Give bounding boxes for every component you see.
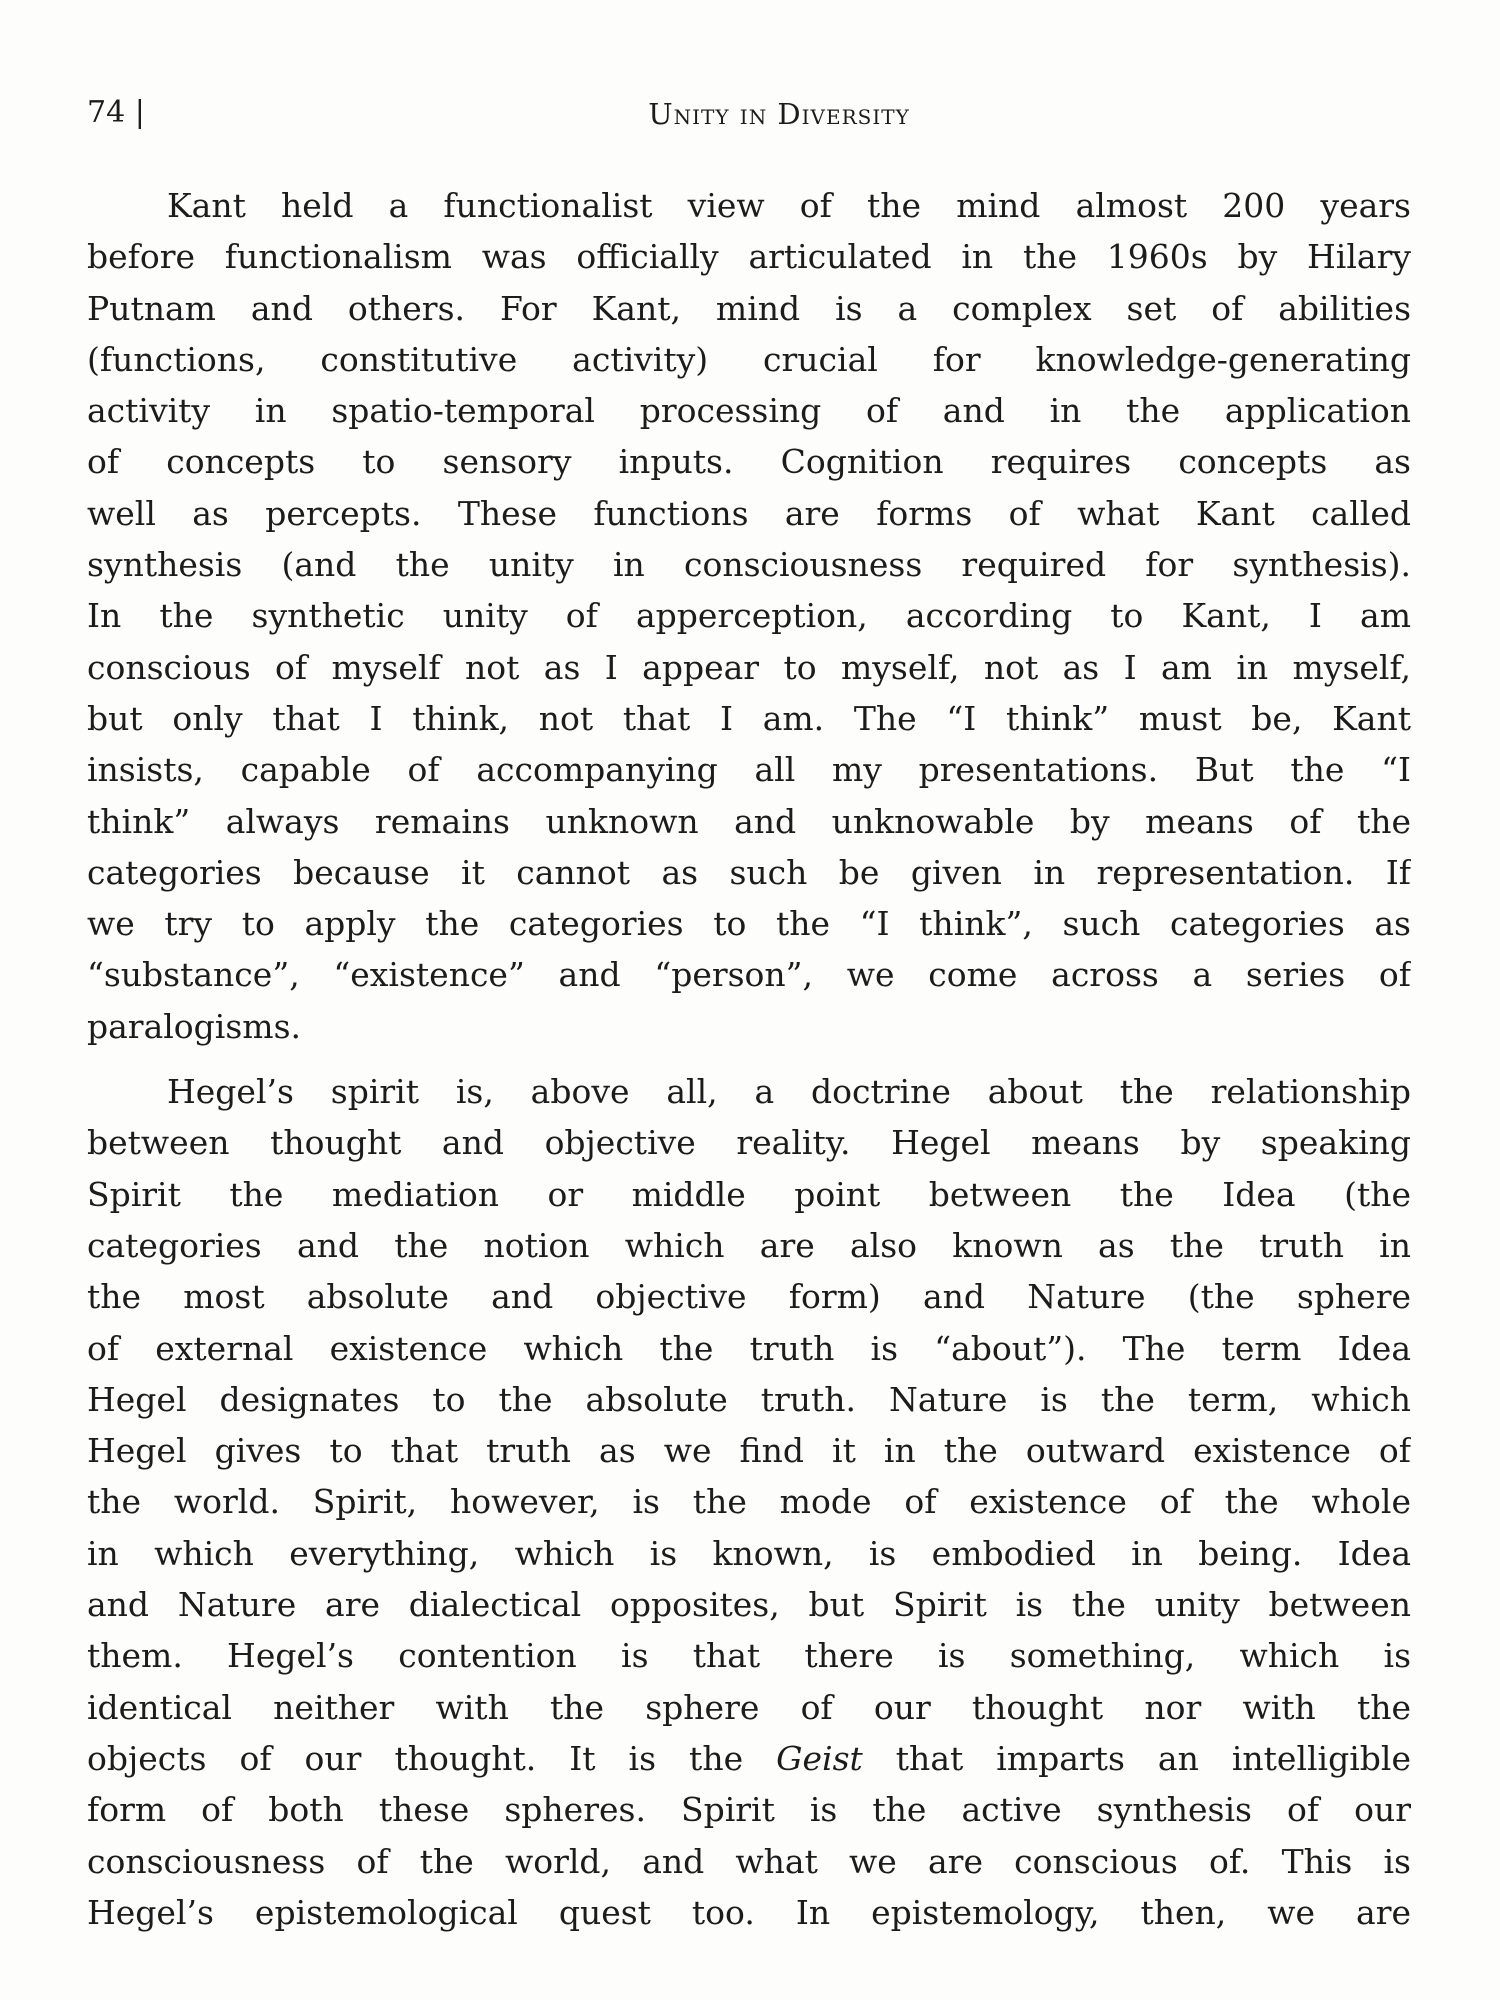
text-line: Hegel gives to that truth as we find it in the outward existence of [87, 1431, 1411, 1471]
text-line: categories because it cannot as such be given in representation. If [87, 852, 1411, 892]
text-line: conscious of myself not as I appear to myself, not as I am in myself, [87, 647, 1411, 687]
text-line: Hegel’s spirit is, above all, a doctrine about the relationship [167, 1072, 1411, 1112]
text-line: (functions, constitutive activity) crucial for knowledge-generating [87, 339, 1411, 379]
text-line: the world. Spirit, however, is the mode of existence of the whole [87, 1482, 1411, 1522]
text-line: Spirit the mediation or middle point between the Idea (the [87, 1174, 1411, 1214]
text-line: think” always remains unknown and unknowable by means of the [87, 801, 1411, 841]
text-line: synthesis (and the unity in consciousness required for synthesis). [87, 545, 1411, 585]
body-text [87, 180, 1411, 1952]
text-segment: that imparts an intelligible [862, 1738, 1411, 1778]
paragraph-kant [87, 180, 1411, 1052]
text-line [87, 1733, 1411, 1784]
text-line: Hegel’s epistemological quest too. In epistemology, then, we are [87, 1892, 1411, 1932]
text-segment: objects of our thought. It is the [87, 1738, 777, 1778]
text-line: “substance”, “existence” and “person”, we come across a series of [87, 955, 1411, 995]
text-line: activity in spatio-temporal processing of and in the application [87, 391, 1411, 431]
paragraph-hegel [87, 1066, 1411, 1938]
text-line: in which everything, which is known, is embodied in being. Idea [87, 1533, 1411, 1573]
text-line: but only that I think, not that I am. The “I think” must be, Kant [87, 698, 1411, 738]
page-header [87, 95, 1411, 135]
running-title: Unity in Diversity [648, 97, 910, 131]
text-line: them. Hegel’s contention is that there is something, which is [87, 1636, 1411, 1676]
text-line: we try to apply the categories to the “I think”, such categories as [87, 904, 1411, 944]
text-line: before functionalism was officially articulated in the 1960s by Hilary [87, 237, 1411, 277]
text-line: well as percepts. These functions are forms of what Kant called [87, 493, 1411, 533]
text-line: consciousness of the world, and what we are conscious of. This is [87, 1841, 1411, 1881]
text-line: In the synthetic unity of apperception, according to Kant, I am [87, 596, 1411, 636]
page-number: 74 | [87, 95, 145, 130]
text-line: insists, capable of accompanying all my presentations. But the “I [87, 750, 1411, 790]
text-line: Hegel designates to the absolute truth. Nature is the term, which [87, 1379, 1411, 1419]
italic-term: Geist [776, 1738, 863, 1778]
text-line: and Nature are dialectical opposites, but Spirit is the unity between [87, 1585, 1411, 1625]
text-line: the most absolute and objective form) and Nature (the sphere [87, 1277, 1411, 1317]
text-line: paralogisms. [87, 1006, 302, 1046]
text-line: Putnam and others. For Kant, mind is a complex set of abilities [87, 288, 1411, 328]
text-line: between thought and objective reality. Hegel means by speaking [87, 1123, 1411, 1163]
text-line: form of both these spheres. Spirit is the active synthesis of our [87, 1790, 1411, 1830]
text-line: Kant held a functionalist view of the mind almost 200 years [167, 186, 1411, 225]
text-line: categories and the notion which are also known as the truth in [87, 1225, 1411, 1265]
text-line: of external existence which the truth is “about”). The term Idea [87, 1328, 1411, 1368]
text-line: of concepts to sensory inputs. Cognition requires concepts as [87, 442, 1411, 482]
text-line: identical neither with the sphere of our thought nor with the [87, 1687, 1411, 1727]
